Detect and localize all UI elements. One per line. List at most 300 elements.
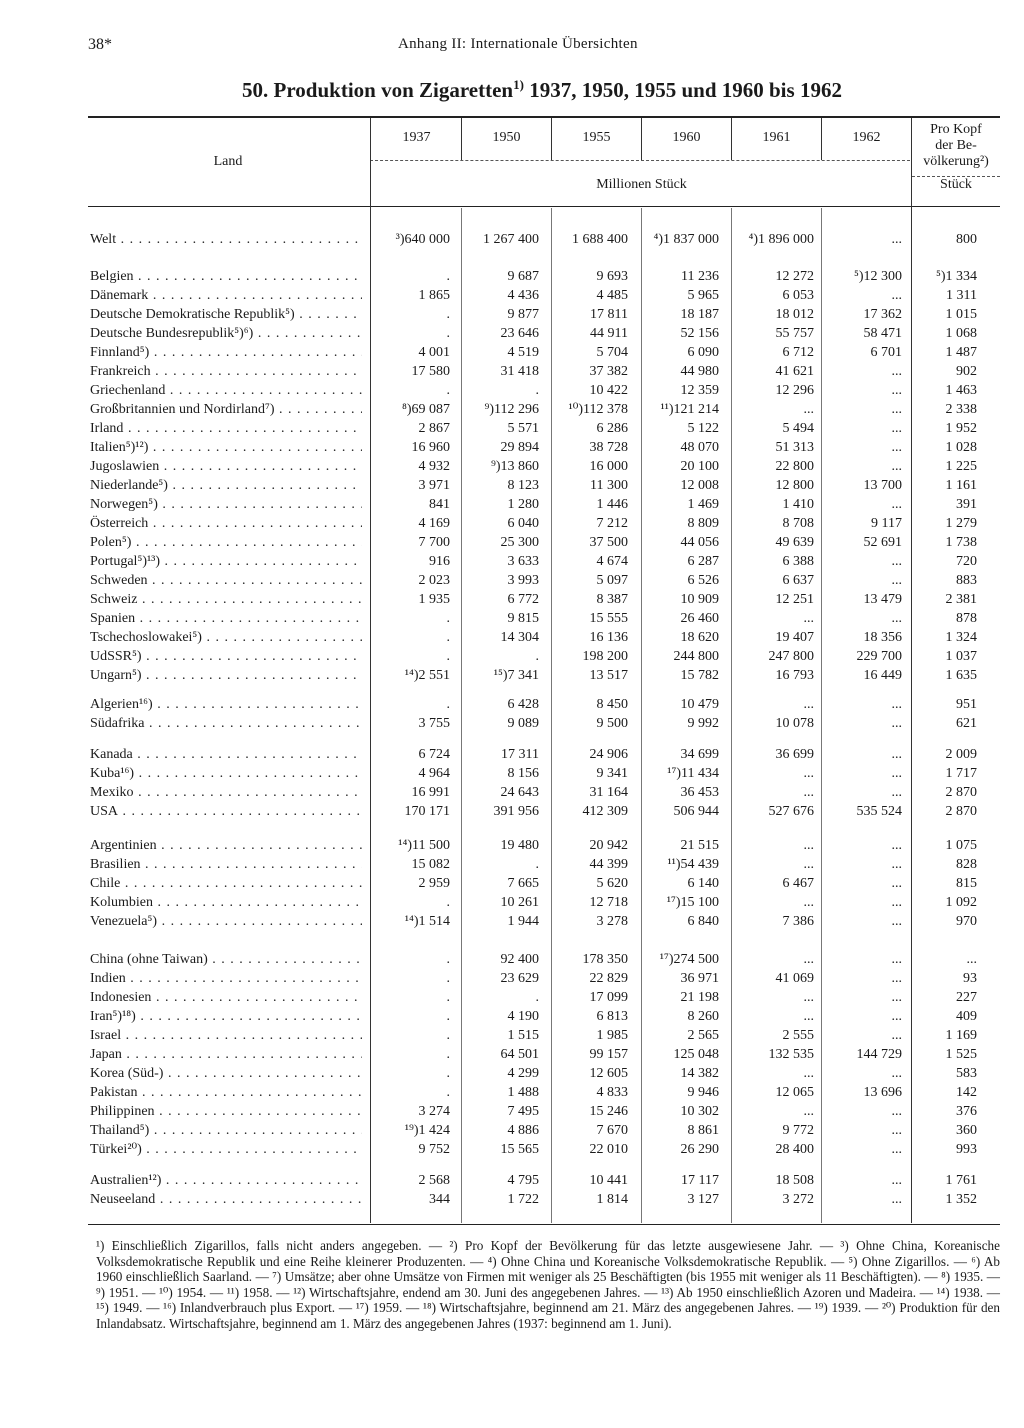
cell-value: 800 (956, 232, 977, 247)
cell-value: ... (891, 1066, 902, 1081)
cell-value: 9 500 (596, 716, 628, 731)
cell-value: 10 422 (589, 383, 628, 398)
cell-value: . (446, 307, 450, 322)
table-row (88, 802, 1000, 821)
cell-value: 1 279 (945, 516, 977, 531)
country-name: Indonesien . . . (90, 988, 362, 1007)
cell-value: 9 687 (507, 269, 539, 284)
cell-value: 6 526 (687, 573, 719, 588)
cell-value: 2 338 (945, 402, 977, 417)
page-number: 38* (88, 36, 112, 53)
cell-value: 1 075 (945, 838, 977, 853)
cell-value: 8 450 (596, 697, 628, 712)
cell-value: 6 286 (596, 421, 628, 436)
cell-value: 5 620 (596, 876, 628, 891)
cell-value: 13 517 (589, 668, 628, 683)
cell-value: 6 140 (687, 876, 719, 891)
cell-value: ⁵)12 300 (853, 269, 902, 284)
cell-value: 16 793 (775, 668, 814, 683)
cell-value: 1 267 400 (483, 232, 539, 247)
cell-value: . (446, 1085, 450, 1100)
cell-value: 16 136 (589, 630, 628, 645)
table-row (88, 457, 1000, 476)
cell-value: 247 800 (768, 649, 814, 664)
table-row (88, 714, 1000, 733)
cell-value: 51 313 (775, 440, 814, 455)
cell-value: 5 097 (596, 573, 628, 588)
cell-value: 4 001 (418, 345, 450, 360)
cell-value: 12 296 (775, 383, 814, 398)
country-name: Deutsche Bundesrepublik⁵)⁶) . . . (90, 324, 362, 343)
cell-value: 6 053 (782, 288, 814, 303)
cell-value: ... (803, 785, 814, 800)
cell-value: 970 (956, 914, 977, 929)
cell-value: ⁴)1 896 000 (748, 232, 814, 247)
cell-value: ... (803, 697, 814, 712)
country-name: Neuseeland . . . (90, 1190, 362, 1209)
cell-value: 1 717 (945, 766, 977, 781)
cell-value: ... (803, 1066, 814, 1081)
country-name: Korea (Süd-) . . . (90, 1064, 362, 1083)
cell-value: 14 304 (500, 630, 539, 645)
cell-value: 6 637 (782, 573, 814, 588)
table-row (88, 874, 1000, 893)
cell-value: 170 171 (404, 804, 450, 819)
cell-value: 3 755 (418, 716, 450, 731)
header-year-1955: 1955 (582, 130, 611, 145)
country-name: UdSSR⁵) . . . (90, 647, 362, 666)
table-row (88, 1140, 1000, 1159)
cell-value: 2 867 (418, 421, 450, 436)
cell-value: 11 300 (590, 478, 628, 493)
cell-value: 3 274 (418, 1104, 450, 1119)
cell-value: 31 418 (500, 364, 539, 379)
cell-value: 1 688 400 (572, 232, 628, 247)
cell-value: 12 065 (775, 1085, 814, 1100)
cell-value: 6 090 (687, 345, 719, 360)
cell-value: ... (891, 232, 902, 247)
cell-value: ¹⁴)11 500 (398, 838, 450, 853)
cell-value: ... (891, 838, 902, 853)
cell-value: 16 000 (589, 459, 628, 474)
country-name: Portugal⁵)¹³) . . . (90, 552, 362, 571)
cell-value: 878 (956, 611, 977, 626)
cell-value: ... (891, 421, 902, 436)
cell-value: 18 012 (775, 307, 814, 322)
table-row (88, 836, 1000, 855)
cell-value: ... (891, 716, 902, 731)
header-unit: Millionen Stück (596, 177, 687, 192)
cell-value: 18 620 (680, 630, 719, 645)
cell-value: . (535, 990, 539, 1005)
cell-value: ... (891, 857, 902, 872)
cell-value: 9 772 (782, 1123, 814, 1138)
cell-value: . (535, 383, 539, 398)
cell-value: 1 985 (596, 1028, 628, 1043)
cell-value: ... (891, 971, 902, 986)
cell-value: 36 971 (680, 971, 719, 986)
table-row (88, 552, 1000, 571)
cell-value: ... (891, 747, 902, 762)
cell-value: ... (803, 1009, 814, 1024)
cell-value: 15 246 (589, 1104, 628, 1119)
cell-value: 8 123 (507, 478, 539, 493)
cell-value: 12 008 (680, 478, 719, 493)
cell-value: 1 037 (945, 649, 977, 664)
cell-value: ¹⁵)7 341 (493, 668, 539, 683)
country-name: Japan . . . (90, 1045, 362, 1064)
cell-value: 92 400 (500, 952, 539, 967)
cell-value: 3 272 (782, 1192, 814, 1207)
cell-value: ... (803, 1104, 814, 1119)
table-row (88, 1026, 1000, 1045)
cell-value: 5 494 (782, 421, 814, 436)
cell-value: ... (891, 785, 902, 800)
cell-value: 28 400 (775, 1142, 814, 1157)
cell-value: 29 894 (500, 440, 539, 455)
cell-value: 2 870 (945, 804, 977, 819)
country-name: Schweiz . . . (90, 590, 362, 609)
table-row (88, 324, 1000, 343)
country-name: Schweden . . . (90, 571, 362, 590)
table-row (88, 590, 1000, 609)
cell-value: 49 639 (775, 535, 814, 550)
cell-value: 1 814 (596, 1192, 628, 1207)
cell-value: ... (803, 895, 814, 910)
footnote-rule (88, 1224, 1000, 1225)
cell-value: 6 287 (687, 554, 719, 569)
cell-value: 2 565 (687, 1028, 719, 1043)
cell-value: ... (891, 440, 902, 455)
cell-value: 1 635 (945, 668, 977, 683)
country-name: Chile . . . (90, 874, 362, 893)
cell-value: 9 117 (871, 516, 902, 531)
cell-value: 409 (956, 1009, 977, 1024)
cell-value: ⁴)1 837 000 (653, 232, 719, 247)
cell-value: 621 (956, 716, 977, 731)
cell-value: 22 829 (589, 971, 628, 986)
cell-value: 4 886 (507, 1123, 539, 1138)
cell-value: 6 040 (507, 516, 539, 531)
cell-value: 31 164 (589, 785, 628, 800)
cell-value: . (446, 1066, 450, 1081)
cell-value: 3 971 (418, 478, 450, 493)
table-row (88, 438, 1000, 457)
cell-value: 64 501 (500, 1047, 539, 1062)
table-row (88, 988, 1000, 1007)
cell-value: 20 100 (680, 459, 719, 474)
cell-value: 55 757 (775, 326, 814, 341)
cell-value: 3 633 (507, 554, 539, 569)
cell-value: 360 (956, 1123, 977, 1138)
country-name: Kanada . . . (90, 745, 362, 764)
table-row (88, 1121, 1000, 1140)
cell-value: 198 200 (582, 649, 628, 664)
table-row (88, 571, 1000, 590)
cell-value: 44 056 (680, 535, 719, 550)
cell-value: ... (891, 573, 902, 588)
cell-value: ... (803, 990, 814, 1005)
cell-value: ... (891, 1028, 902, 1043)
cell-value: 18 356 (863, 630, 902, 645)
cell-value: 4 169 (418, 516, 450, 531)
cell-value: 2 555 (782, 1028, 814, 1043)
cell-value: 26 290 (680, 1142, 719, 1157)
cell-value: 17 362 (863, 307, 902, 322)
table-row (88, 476, 1000, 495)
cell-value: 1 169 (945, 1028, 977, 1043)
cell-value: 902 (956, 364, 977, 379)
cell-value: 6 724 (418, 747, 450, 762)
cell-value: 10 909 (680, 592, 719, 607)
cell-value: 841 (429, 497, 450, 512)
cell-value: 17 117 (681, 1173, 719, 1188)
cell-value: 36 699 (775, 747, 814, 762)
cell-value: 2 009 (945, 747, 977, 762)
cell-value: . (446, 649, 450, 664)
cell-value: 4 485 (596, 288, 628, 303)
cell-value: ... (891, 766, 902, 781)
cell-value: 144 729 (856, 1047, 902, 1062)
cell-value: ⁵)1 334 (935, 269, 977, 284)
cell-value: 4 833 (596, 1085, 628, 1100)
cell-value: 9 693 (596, 269, 628, 284)
country-name: Deutsche Demokratische Republik⁵) . . . (90, 305, 362, 324)
cell-value: 4 795 (507, 1173, 539, 1188)
cell-value: ... (803, 857, 814, 872)
cell-value: 5 704 (596, 345, 628, 360)
table-row (88, 1064, 1000, 1083)
cell-value: . (446, 383, 450, 398)
cell-value: 1 488 (507, 1085, 539, 1100)
cell-value: ... (891, 554, 902, 569)
table-row (88, 1190, 1000, 1209)
table-row (88, 267, 1000, 286)
table-row (88, 343, 1000, 362)
country-name: Algerien¹⁶) . . . (90, 695, 362, 714)
cell-value: 17 099 (589, 990, 628, 1005)
cell-value: ¹⁷)274 500 (659, 952, 719, 967)
cell-value: 99 157 (589, 1047, 628, 1062)
cell-value: 19 480 (500, 838, 539, 853)
country-name: Österreich . . . (90, 514, 362, 533)
cell-value: 993 (956, 1142, 977, 1157)
cell-value: 41 621 (775, 364, 814, 379)
cell-value: 1 865 (418, 288, 450, 303)
table-title (0, 77, 1024, 103)
cell-value: 48 070 (680, 440, 719, 455)
cell-value: 2 870 (945, 785, 977, 800)
cell-value: 52 691 (863, 535, 902, 550)
cell-value: 4 190 (507, 1009, 539, 1024)
cell-value: ... (891, 497, 902, 512)
cell-value: ¹⁴)1 514 (404, 914, 450, 929)
cell-value: 506 944 (673, 804, 719, 819)
country-name: Türkei²⁰) . . . (90, 1140, 362, 1159)
cell-value: ... (803, 611, 814, 626)
cell-value: . (446, 697, 450, 712)
cell-value: 17 311 (501, 747, 539, 762)
cell-value: ... (891, 364, 902, 379)
cell-value: ... (891, 1142, 902, 1157)
country-name: China (ohne Taiwan) . . . (90, 950, 362, 969)
cell-value: ¹⁷)15 100 (666, 895, 719, 910)
cell-value: 132 535 (768, 1047, 814, 1062)
cell-value: ... (891, 1192, 902, 1207)
cell-value: 6 428 (507, 697, 539, 712)
cell-value: 9 089 (507, 716, 539, 731)
cell-value: 17 580 (411, 364, 450, 379)
table-row (88, 286, 1000, 305)
country-name: Irland . . . (90, 419, 362, 438)
cell-value: 6 701 (870, 345, 902, 360)
cell-value: ... (803, 952, 814, 967)
cell-value: . (446, 1047, 450, 1062)
header-rule (88, 206, 1000, 207)
table-row (88, 419, 1000, 438)
country-name: Iran⁵)¹⁸) . . . (90, 1007, 362, 1026)
cell-value: 19 407 (775, 630, 814, 645)
table-row (88, 1007, 1000, 1026)
cell-value: 10 479 (680, 697, 719, 712)
table-row (88, 695, 1000, 714)
cell-value: 21 198 (680, 990, 719, 1005)
cell-value: 10 261 (500, 895, 539, 910)
cell-value: 7 670 (596, 1123, 628, 1138)
cell-value: . (446, 611, 450, 626)
table-row (88, 950, 1000, 969)
cell-value: ... (891, 288, 902, 303)
title-suffix: 1937, 1950, 1955 und 1960 bis 1962 (523, 78, 842, 102)
cell-value: ... (891, 402, 902, 417)
header-per-capita-1: Pro Kopf (930, 122, 982, 137)
cell-value: 22 010 (589, 1142, 628, 1157)
cell-value: 1 015 (945, 307, 977, 322)
cell-value: ... (891, 1009, 902, 1024)
cell-value: 4 299 (507, 1066, 539, 1081)
country-name: Pakistan . . . (90, 1083, 362, 1102)
cell-value: 7 386 (782, 914, 814, 929)
cell-value: ... (891, 895, 902, 910)
table-row (88, 666, 1000, 685)
cell-value: 24 643 (500, 785, 539, 800)
cell-value: 44 980 (680, 364, 719, 379)
cell-value: . (535, 649, 539, 664)
cell-value: 37 500 (589, 535, 628, 550)
cell-value: 1 525 (945, 1047, 977, 1062)
country-name: Griechenland . . . (90, 381, 362, 400)
cell-value: 1 410 (782, 497, 814, 512)
country-name: Indien . . . (90, 969, 362, 988)
cell-value: 16 960 (411, 440, 450, 455)
table-row (88, 893, 1000, 912)
cell-value: ¹⁹)1 424 (404, 1123, 450, 1138)
cell-value: 6 712 (782, 345, 814, 360)
cell-value: 344 (429, 1192, 450, 1207)
cell-value: 815 (956, 876, 977, 891)
cell-value: 391 956 (493, 804, 539, 819)
country-name: Südafrika . . . (90, 714, 362, 733)
cell-value: 227 (956, 990, 977, 1005)
cell-value: 1 935 (418, 592, 450, 607)
cell-value: 3 127 (687, 1192, 719, 1207)
cell-value: 951 (956, 697, 977, 712)
cell-value: 1 469 (687, 497, 719, 512)
header-land: Land (213, 154, 243, 169)
cell-value: ⁸)69 087 (401, 402, 450, 417)
country-name: Mexiko . . . (90, 783, 362, 802)
cell-value: . (535, 857, 539, 872)
cell-value: 178 350 (582, 952, 628, 967)
cell-value: 13 479 (863, 592, 902, 607)
cell-value: 8 387 (596, 592, 628, 607)
country-name: Großbritannien und Nordirland⁷) . . . (90, 400, 362, 419)
cell-value: 5 571 (507, 421, 539, 436)
cell-value: 2 381 (945, 592, 977, 607)
cell-value: 12 251 (775, 592, 814, 607)
cell-value: 1 738 (945, 535, 977, 550)
cell-value: 391 (956, 497, 977, 512)
cell-value: 10 441 (589, 1173, 628, 1188)
header-per-capita-2: der Be- (935, 138, 977, 153)
cell-value: 527 676 (768, 804, 814, 819)
cell-value: ¹⁴)2 551 (404, 668, 450, 683)
table-row (88, 764, 1000, 783)
table-row (88, 783, 1000, 802)
cell-value: . (446, 990, 450, 1005)
header-year-1962: 1962 (852, 130, 881, 145)
country-name: Kolumbien . . . (90, 893, 362, 912)
cell-value: 18 187 (680, 307, 719, 322)
cell-value: 8 861 (687, 1123, 719, 1138)
cell-value: 13 700 (863, 478, 902, 493)
table-row (88, 514, 1000, 533)
top-rule (88, 116, 1000, 118)
table-row (88, 533, 1000, 552)
country-name: Venezuela⁵) . . . (90, 912, 362, 931)
table-row (88, 609, 1000, 628)
table-row (88, 230, 1000, 249)
cell-value: 1 952 (945, 421, 977, 436)
cell-value: 6 813 (596, 1009, 628, 1024)
cell-value: 12 800 (775, 478, 814, 493)
table-row (88, 628, 1000, 647)
cell-value: ... (891, 697, 902, 712)
cell-value: 7 700 (418, 535, 450, 550)
cell-value: 1 280 (507, 497, 539, 512)
cell-value: 3 993 (507, 573, 539, 588)
country-name: Ungarn⁵) . . . (90, 666, 362, 685)
cell-value: ... (891, 611, 902, 626)
cell-value: 5 122 (687, 421, 719, 436)
cell-value: 16 449 (863, 668, 902, 683)
cell-value: 8 708 (782, 516, 814, 531)
cell-value: 6 840 (687, 914, 719, 929)
cell-value: 10 302 (680, 1104, 719, 1119)
cell-value: 4 519 (507, 345, 539, 360)
cell-value: 1 092 (945, 895, 977, 910)
header-divider (370, 160, 910, 161)
header-year-1937: 1937 (402, 130, 431, 145)
cell-value: 4 932 (418, 459, 450, 474)
cell-value: 26 460 (680, 611, 719, 626)
cell-value: 9 752 (418, 1142, 450, 1157)
cell-value: . (446, 1009, 450, 1024)
cell-value: 412 309 (582, 804, 628, 819)
table-row (88, 1045, 1000, 1064)
country-name: Welt . . . (90, 230, 362, 249)
header-per-capita-unit: Stück (940, 177, 972, 192)
